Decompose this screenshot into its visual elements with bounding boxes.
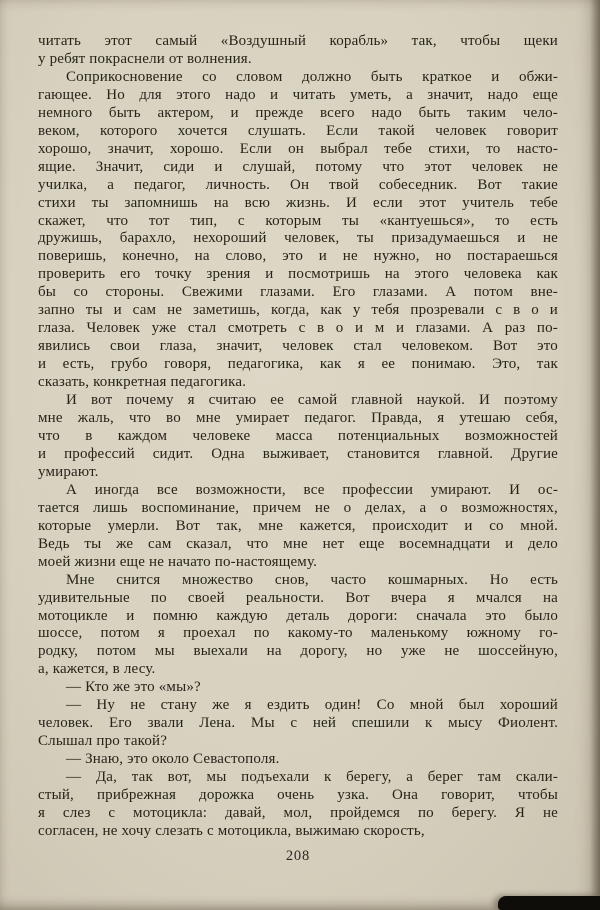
scan-corner-mark bbox=[498, 896, 600, 910]
text-line: училка, а педагог, личность. Он твой собеседник. Вот такие bbox=[38, 176, 558, 193]
text-line: Ведь ты же сам сказал, что мне нет еще восемнадцати и дело bbox=[38, 535, 558, 552]
text-line: немного быть актером, и прежде всего надо быть таким чело- bbox=[38, 104, 558, 121]
text-line: проверить его точку зрения и посмотришь на этого человека как bbox=[38, 266, 558, 283]
text-line: хорошо, значит, хорошо. Если он выбрал тебе стихи, то насто- bbox=[38, 140, 558, 157]
text-line: веком, которого хочется слушать. Если такой человек говорит bbox=[38, 122, 558, 139]
text-line: стый, прибрежная дорожка очень узка. Она говорит, чтобы bbox=[38, 787, 558, 804]
text-line: глаза. Человек уже стал смотреть с в о и м и глазами. А раз по- bbox=[38, 320, 558, 337]
text-line: дружишь, барахло, нехороший человек, ты призадумаешься и не bbox=[38, 230, 558, 247]
text-line: — Ну не стану же я ездить один! Со мной был хороший bbox=[66, 697, 558, 714]
text-line: Мне снится множество снов, часто кошмарных. Но есть bbox=[66, 571, 558, 588]
text-line: человек. Его звали Лена. Мы с ней спешили к мысу Фиолент. bbox=[38, 715, 558, 732]
page-number: 208 bbox=[285, 847, 311, 864]
text-line: — Кто же это «мы»? bbox=[66, 679, 201, 696]
text-line: скажет, что тот тип, с которым ты «кантуешься», то есть bbox=[38, 212, 558, 229]
text-line: Слышал про такой? bbox=[38, 733, 168, 750]
text-line: что в каждом человеке масса потенциальных возможностей bbox=[38, 427, 558, 444]
text-line: — Знаю, это около Севастополя. bbox=[66, 751, 280, 768]
text-line: и профессий сидит. Одна выживает, становится главной. Другие bbox=[38, 445, 558, 462]
text-line: родку, потом мы выехали на дорогу, но уже не шоссейную, bbox=[38, 643, 558, 660]
text-line: Соприкосновение со словом должно быть краткое и обжи- bbox=[66, 68, 558, 85]
text-line: явились свои глаза, значит, человек стал человеком. Вот это bbox=[38, 338, 558, 355]
text-line: гающее. Но для этого надо и читать уметь, а значит, надо еще bbox=[38, 86, 558, 103]
text-line: поверишь, конечно, на слово, это и не нужно, но постараешься bbox=[38, 248, 558, 265]
page-text bbox=[38, 33, 558, 841]
text-line: удивительные по своей реальности. Вот вчера я мчался на bbox=[38, 589, 558, 606]
text-line: мне жаль, что во мне умирает педагог. Правда, я утешаю себя, bbox=[38, 410, 558, 427]
text-line: читать этот самый «Воздушный корабль» так, чтобы щеки bbox=[38, 33, 558, 49]
text-line: и есть, грубо говоря, педагогика, как я ее понимаю. Это, так bbox=[38, 356, 558, 373]
text-line: ящие. Значит, сиди и слушай, потому что этот человек не bbox=[38, 158, 558, 175]
text-line: согласен, не хочу слезать с мотоцикла, выжимаю скорость, bbox=[38, 822, 425, 839]
text-line: запно ты и сам не заметишь, когда, как у тебя прозревали с в о и bbox=[38, 302, 558, 319]
text-line: тается лишь воспоминание, причем не о делах, а о возможностях, bbox=[38, 499, 558, 516]
text-line: — Да, так вот, мы подъехали к берегу, а берег там скали- bbox=[66, 769, 558, 786]
text-line: умирают. bbox=[38, 463, 99, 480]
text-line: которые умерли. Вот так, мне кажется, происходит и со мной. bbox=[38, 517, 558, 534]
text-line: у ребят покраснели от волнения. bbox=[38, 50, 252, 67]
text-line: а, кажется, в лесу. bbox=[38, 661, 156, 678]
text-line: А иногда все возможности, все профессии умирают. И ос- bbox=[66, 481, 558, 498]
text-line: шоссе, потом я проехал по какому-то маленькому южному го- bbox=[38, 625, 558, 642]
scan-edge-shadow bbox=[590, 0, 600, 910]
text-line: мотоцикле и помню каждую деталь дороги: сначала это было bbox=[38, 607, 558, 624]
text-line: сказать, конкретная педагогика. bbox=[38, 374, 247, 391]
text-line: стихи ты запомнишь на всю жизнь. И если этот учитель тебе bbox=[38, 194, 558, 211]
text-line: моей жизни еще не начато по-настоящему. bbox=[38, 553, 318, 570]
text-line: бы со стороны. Свежими глазами. Его глазами. А потом вне- bbox=[38, 284, 558, 301]
text-line: я слез с мотоцикла: давай, мол, пройдемся по берегу. Я не bbox=[38, 804, 558, 821]
text-line: И вот почему я считаю ее самой главной наукой. И поэтому bbox=[66, 392, 558, 409]
